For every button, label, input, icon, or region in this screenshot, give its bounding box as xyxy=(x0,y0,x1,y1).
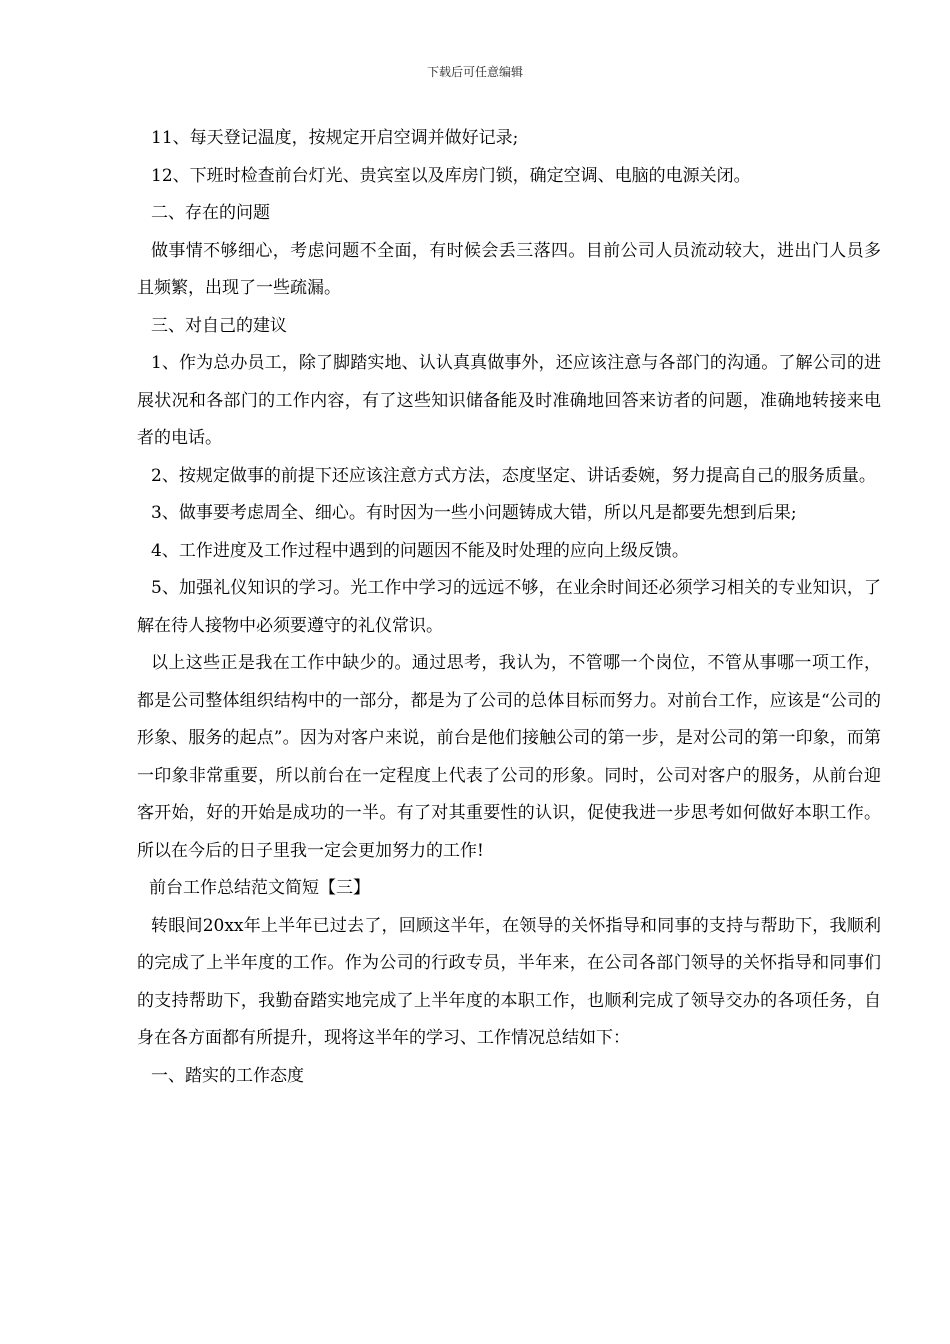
paragraph-item-11: 11、每天登记温度，按规定开启空调并做好记录; xyxy=(151,128,519,148)
section-heading-problems: 二、存在的问题 xyxy=(151,203,270,223)
section-heading-attitude: 一、踏实的工作态度 xyxy=(151,1065,304,1086)
paragraph-suggestion-2: 2、按规定做事的前提下还应该注意方式方法，态度坚定、讲话委婉，努力提高自己的服务质量。 xyxy=(151,465,876,486)
page-header: 下载后可任意编辑 xyxy=(426,65,523,79)
document-body xyxy=(137,120,881,1095)
paragraph-suggestion-3: 3、做事要考虑周全、细心。有时因为一些小问题铸成大错，所以凡是都要先想到后果; xyxy=(151,503,797,523)
paragraph-suggestion-1: 1、作为总办员工，除了脚踏实地、认认真真做事外，还应该注意与各部门的沟通。了解公司的进展状况和各部门的工作内容，有了这些知识储备能及时准确地回答来访者的问题，准确地转接来电者的电话。 xyxy=(137,353,881,448)
paragraph-intro-half-year: 转眼间20xx年上半年已过去了，回顾这半年，在领导的关怀指导和同事的支持与帮助下，我顺利的完成了上半年度的工作。作为公司的行政专员，半年来，在公司各部门领导的关怀指导和同事们的支持帮助下，我勤奋踏实地完成了上半年度的本职工作，也顺利完成了领导交办的各项任务，自身在各方面都有所提升，现将这半年的学习、工作情况总结如下： xyxy=(137,915,881,1048)
article-title-three: 前台工作总结范文简短【三】 xyxy=(149,878,370,898)
paragraph-item-12: 12、下班时检查前台灯光、贵宾室以及库房门锁，确定空调、电脑的电源关闭。 xyxy=(151,165,751,186)
paragraph-problems: 做事情不够细心，考虑问题不全面，有时候会丢三落四。目前公司人员流动较大，进出门人员多且频繁，出现了一些疏漏。 xyxy=(137,240,881,298)
section-heading-suggestions: 三、对自己的建议 xyxy=(151,315,287,336)
paragraph-suggestion-4: 4、工作进度及工作过程中遇到的问题因不能及时处理的应向上级反馈。 xyxy=(151,540,689,561)
paragraph-reflection: 以上这些正是我在工作中缺少的。通过思考，我认为，不管哪一个岗位，不管从事哪一项工作，都是公司整体组织结构中的一部分，都是为了公司的总体目标而努力。对前台工作，应该是“公司的形象、服务的起点”。因为对客户来说，前台是他们接触公司的第一步，是对公司的第一印象，而第一印象非常重要，所以前台在一定程度上代表了公司的形象。同时，公司对客户的服务，从前台迎客开始，好的开始是成功的一半。有了对其重要性的认识，促使我进一步思考如何做好本职工作。所以在今后的日子里我一定会更加努力的工作! xyxy=(137,653,881,861)
paragraph-suggestion-5: 5、加强礼仪知识的学习。光工作中学习的远远不够，在业余时间还必须学习相关的专业知识，了解在待人接物中必须要遵守的礼仪常识。 xyxy=(137,578,881,636)
